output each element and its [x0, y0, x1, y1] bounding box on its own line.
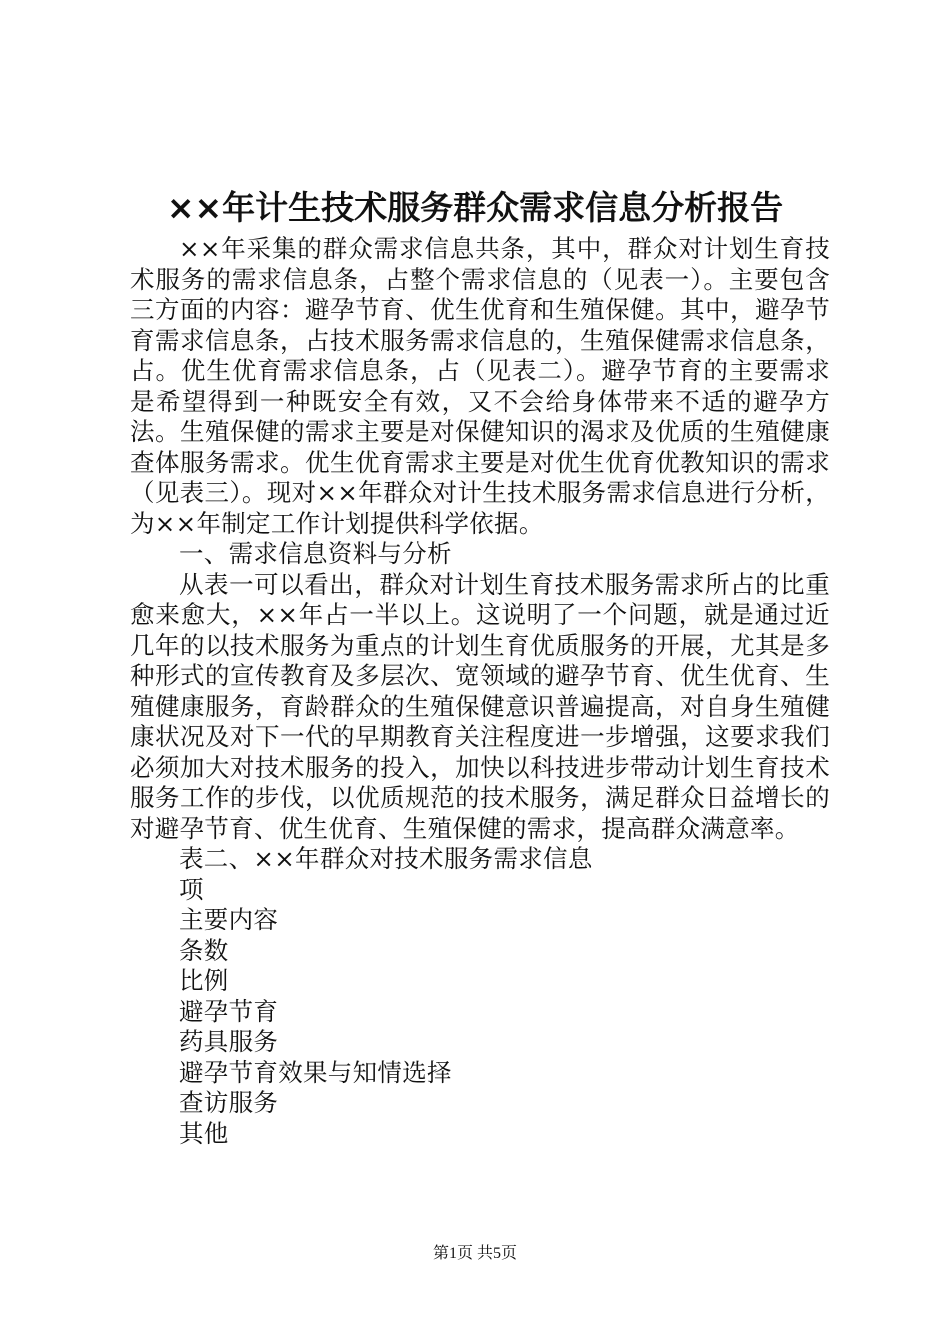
intro-paragraph: ××年采集的群众需求信息共条，其中，群众对计划生育技术服务的需求信息条，占整个需求信息的（见表一）。主要包含三方面的内容：避孕节育、优生优育和生殖保健。其中，避孕节育需求信息条，占技术服务需求信息的，生殖保健需求信息条，占。优生优育需求信息条，占（见表二）。避孕节育的主要需求是希望得到一种既安全有效，又不会给身体带来不适的避孕方法。生殖保健的需求主要是对保健知识的渴求及优质的生殖健康查体服务需求。优生优育需求主要是对优生优育优教知识的需求（见表三）。现对××年群众对计生技术服务需求信息进行分析，为××年制定工作计划提供科学依据。: [130, 234, 830, 538]
page-number-footer: 第1页 共5页: [432, 1245, 517, 1262]
document-body: [130, 234, 830, 1149]
analysis-paragraph: 从表一可以看出，群众对计划生育技术服务需求所占的比重愈来愈大，××年占一半以上。这说明了一个问题，就是通过近几年的以技术服务为重点的计划生育优质服务的开展，尤其是多种形式的宣传教育及多层次、宽领域的避孕节育、优生优育、生殖健康服务，育龄群众的生殖保健意识普遍提高，对自身生殖健康状况及对下一代的早期教育关注程度进一步增强，这要求我们必须加大对技术服务的投入，加快以科技进步带动计划生育技术服务工作的步伐，以优质规范的技术服务，满足群众日益增长的对避孕节育、优生优育、生殖保健的需求，提高群众满意率。: [130, 569, 830, 843]
table-item: 项: [179, 874, 204, 904]
table-item: 避孕节育效果与知情选择: [179, 1057, 452, 1087]
table-item: 比例: [179, 966, 229, 995]
section-heading: 一、需求信息资料与分析: [179, 539, 452, 568]
table-item: 条数: [179, 935, 229, 965]
table-item: 查访服务: [179, 1088, 279, 1117]
table-item: 主要内容: [179, 905, 279, 934]
table-item: 其他: [179, 1118, 229, 1148]
table-item-list: [130, 875, 830, 1150]
table-item: 药具服务: [179, 1027, 279, 1056]
table-caption: 表二、××年群众对技术服务需求信息: [179, 844, 593, 873]
document-title: ××年计生技术服务群众需求信息分析报告: [166, 188, 784, 227]
table-item: 避孕节育: [179, 996, 279, 1026]
